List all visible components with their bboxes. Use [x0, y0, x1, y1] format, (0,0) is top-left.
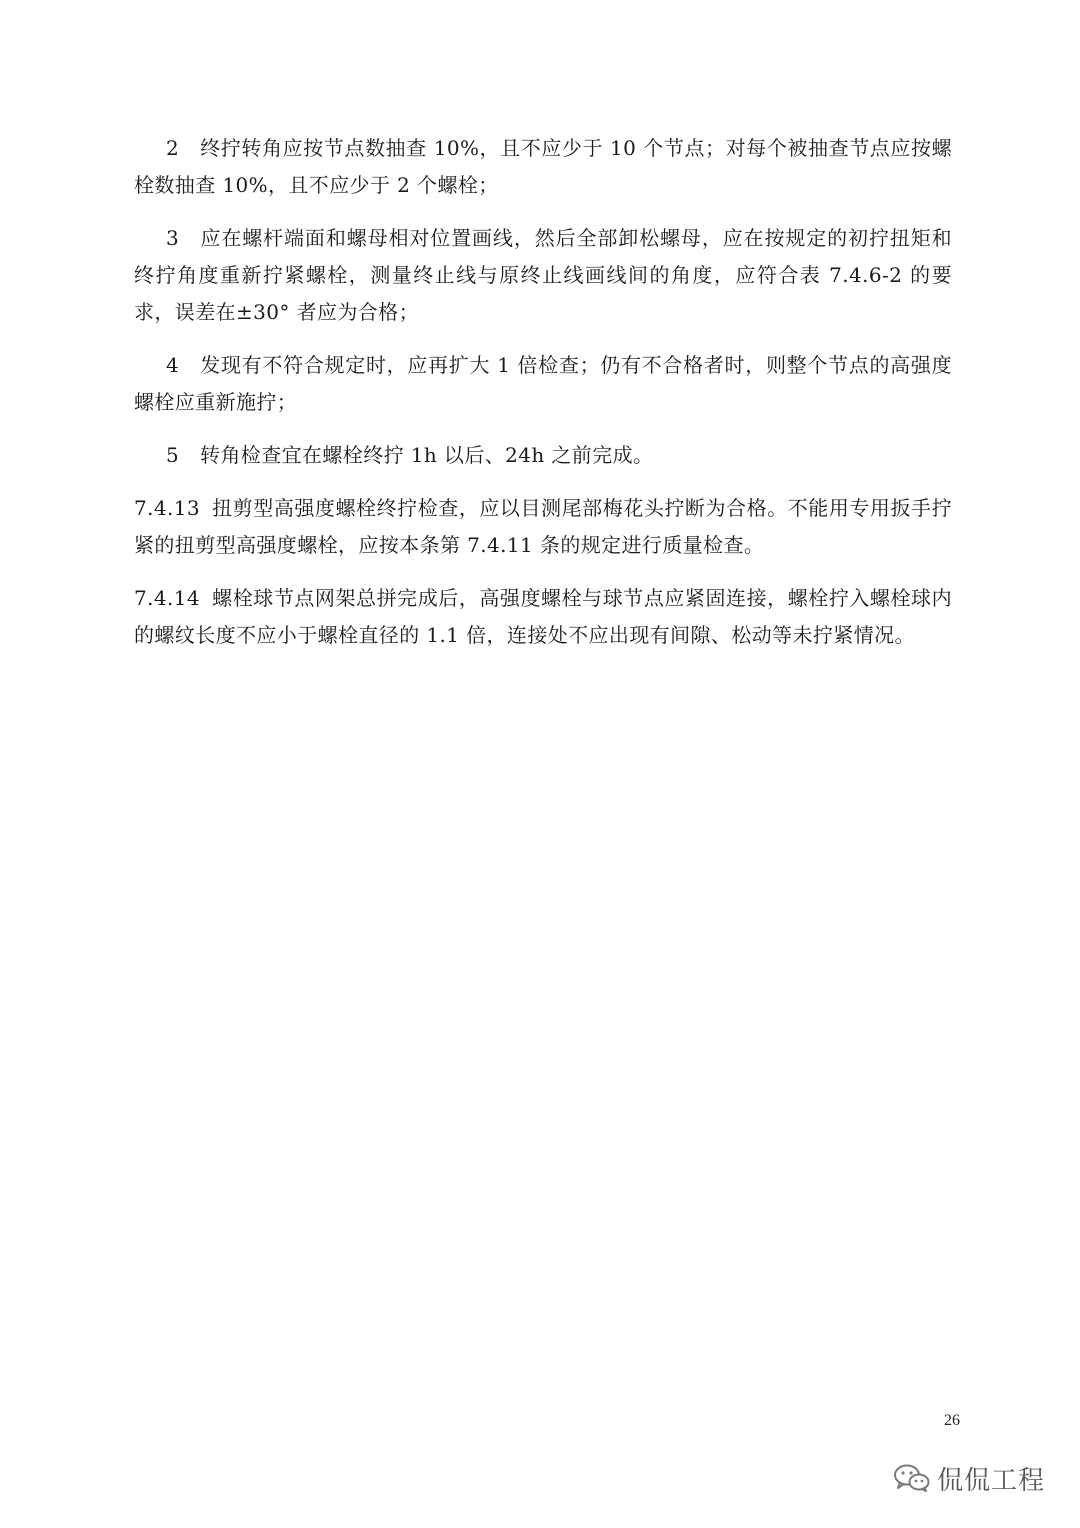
watermark-text: 侃侃工程 [937, 1465, 1046, 1496]
item-text: 终拧转角应按节点数抽查 10%，且不应少于 10 个节点；对每个被抽查节点应按螺栓数抽查 10%，且不应少于 2 个螺栓； [134, 136, 952, 197]
clause-number: 7.4.13 [134, 496, 201, 520]
list-item-2 [134, 130, 952, 204]
item-number: 4 [166, 353, 180, 377]
list-item-4 [134, 347, 952, 421]
item-text: 应在螺杆端面和螺母相对位置画线，然后全部卸松螺母，应在按规定的初拧扭矩和终拧角度重新拧紧螺栓，测量终止线与原终止线画线间的角度，应符合表 7.4.6-2 的要求，误差在±30° 者应为合格； [134, 226, 952, 324]
item-number: 3 [166, 226, 180, 250]
page-number: 26 [944, 1412, 960, 1429]
item-number: 5 [166, 443, 180, 467]
clause-number: 7.4.14 [134, 586, 201, 610]
clause-7-4-13 [134, 490, 952, 564]
watermark [893, 1460, 1045, 1496]
clause-text: 扭剪型高强度螺栓终拧检查，应以目测尾部梅花头拧断为合格。不能用专用扳手拧紧的扭剪型高强度螺栓，应按本条第 7.4.11 条的规定进行质量检查。 [134, 496, 952, 557]
list-item-5 [134, 437, 952, 474]
clause-text: 螺栓球节点网架总拼完成后，高强度螺栓与球节点应紧固连接，螺栓拧入螺栓球内的螺纹长度不应小于螺栓直径的 1.1 倍，连接处不应出现有间隙、松动等未拧紧情况。 [134, 586, 952, 647]
wechat-icon [893, 1463, 931, 1493]
document-body [134, 130, 952, 670]
item-number: 2 [166, 136, 180, 160]
item-text: 发现有不符合规定时，应再扩大 1 倍检查；仍有不合格者时，则整个节点的高强度螺栓应重新施拧； [134, 353, 952, 414]
clause-7-4-14 [134, 580, 952, 654]
list-item-3 [134, 220, 952, 331]
item-text: 转角检查宜在螺栓终拧 1h 以后、24h 之前完成。 [200, 443, 654, 467]
